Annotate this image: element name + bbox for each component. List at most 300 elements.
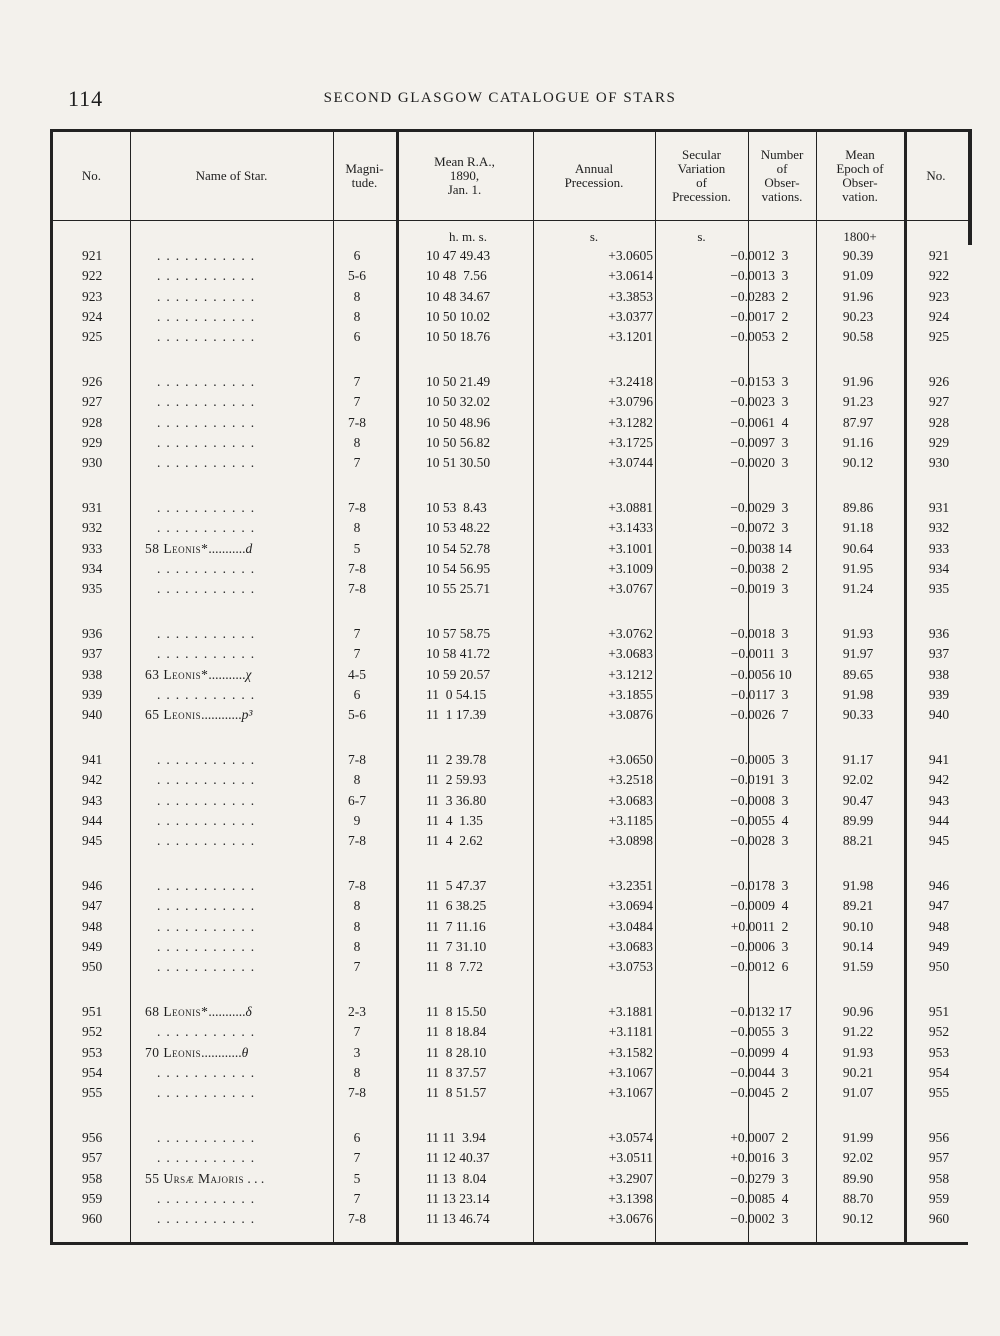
leader-dots: ........... bbox=[157, 1024, 261, 1040]
star-number: 957 bbox=[82, 1150, 103, 1166]
table-row bbox=[53, 1022, 968, 1042]
annual-precession: +3.0683 bbox=[608, 792, 653, 808]
observation-count: 3 bbox=[781, 520, 789, 536]
leader-dots: ........... bbox=[157, 288, 261, 304]
star-name bbox=[145, 579, 323, 599]
secular-variation: −0.0019 bbox=[730, 581, 775, 597]
mean-ra: 11 4 1.35 bbox=[426, 812, 483, 828]
star-name bbox=[145, 1063, 323, 1083]
leader-dots: ........... bbox=[157, 752, 261, 767]
mean-epoch: 91.93 bbox=[842, 1044, 874, 1060]
mean-ra: 10 57 58.75 bbox=[426, 626, 491, 641]
star-number-right: 930 bbox=[928, 455, 950, 471]
star-name bbox=[145, 876, 323, 896]
annual-precession: +3.0762 bbox=[608, 626, 653, 641]
leader-dots: ........... bbox=[208, 1004, 246, 1019]
mean-ra: 11 7 11.16 bbox=[426, 918, 486, 934]
table-row bbox=[53, 750, 968, 770]
mean-ra: 11 3 36.80 bbox=[426, 792, 487, 808]
star-name bbox=[145, 266, 323, 286]
mean-epoch: 90.33 bbox=[842, 707, 874, 723]
leader-dots: ........... bbox=[157, 938, 261, 954]
mean-ra: 11 13 8.04 bbox=[426, 1170, 487, 1186]
star-number-right: 937 bbox=[928, 646, 950, 662]
magnitude: 7 bbox=[353, 455, 361, 471]
star-number: 941 bbox=[82, 752, 103, 767]
star-name bbox=[145, 413, 323, 433]
observation-count: 2 bbox=[781, 1085, 789, 1101]
annual-precession: +3.1067 bbox=[608, 1085, 653, 1101]
annual-precession: +3.2351 bbox=[608, 878, 653, 893]
annual-precession: +3.2518 bbox=[608, 772, 653, 788]
mean-ra: 11 8 51.57 bbox=[426, 1085, 487, 1101]
star-number: 921 bbox=[82, 248, 103, 263]
star-number: 930 bbox=[82, 455, 103, 471]
mean-ra: 11 8 28.10 bbox=[426, 1044, 487, 1060]
secular-variation: −0.0012 bbox=[730, 248, 775, 263]
star-name bbox=[145, 896, 323, 916]
bayer-letter: d bbox=[245, 540, 253, 556]
observation-count: 3 bbox=[781, 752, 789, 767]
star-number-right: 949 bbox=[928, 938, 950, 954]
magnitude: 7-8 bbox=[348, 878, 366, 893]
star-number: 950 bbox=[82, 959, 103, 975]
mean-ra: 10 50 32.02 bbox=[426, 394, 491, 410]
header-mean-ra: Mean R.A., 1890, Jan. 1. bbox=[434, 154, 495, 197]
magnitude: 6 bbox=[353, 248, 361, 263]
star-name bbox=[145, 1002, 323, 1022]
table-row bbox=[53, 498, 968, 518]
annual-precession: +3.0744 bbox=[608, 455, 653, 471]
magnitude: 4-5 bbox=[348, 666, 366, 682]
annual-precession: +3.0614 bbox=[608, 268, 653, 284]
page-number: 114 bbox=[68, 86, 104, 111]
table-row bbox=[53, 1209, 968, 1229]
star-name bbox=[145, 246, 323, 266]
secular-variation: −0.0023 bbox=[730, 394, 775, 410]
magnitude: 7-8 bbox=[348, 560, 366, 576]
mean-epoch: 91.09 bbox=[842, 268, 874, 284]
star-number-right: 957 bbox=[928, 1150, 950, 1166]
observation-count: 3 bbox=[781, 374, 789, 389]
header-magnitude: Magni- tude. bbox=[345, 161, 384, 190]
observation-count: 3 bbox=[781, 1024, 789, 1040]
star-number: 931 bbox=[82, 500, 103, 515]
mean-epoch: 91.95 bbox=[842, 560, 874, 576]
unit-epoch: 1800+ bbox=[843, 229, 877, 244]
header-no: No. bbox=[81, 168, 102, 183]
mean-epoch: 89.21 bbox=[842, 898, 874, 914]
leader-dots: ........... bbox=[157, 1211, 261, 1227]
header-mean-epoch: Mean Epoch of Obser- vation. bbox=[836, 147, 884, 204]
mean-epoch: 91.59 bbox=[842, 959, 874, 975]
mean-ra: 10 50 10.02 bbox=[426, 308, 491, 324]
star-number: 955 bbox=[82, 1085, 103, 1101]
mean-epoch: 91.23 bbox=[842, 394, 874, 410]
leader-dots: ........... bbox=[157, 1150, 261, 1166]
observation-count: 3 bbox=[781, 268, 789, 284]
star-number: 932 bbox=[82, 520, 103, 536]
star-name bbox=[145, 644, 323, 664]
annual-precession: +3.0574 bbox=[608, 1130, 653, 1145]
mean-ra: 10 53 8.43 bbox=[426, 500, 487, 515]
annual-precession: +3.0605 bbox=[608, 248, 653, 263]
star-number: 924 bbox=[82, 308, 103, 324]
leader-dots: ........... bbox=[157, 772, 261, 788]
star-number-right: 921 bbox=[928, 248, 950, 263]
star-number: 958 bbox=[82, 1170, 103, 1186]
table-row bbox=[53, 1148, 968, 1168]
star-number: 937 bbox=[82, 646, 103, 662]
secular-variation: −0.0061 bbox=[730, 414, 775, 430]
mean-epoch: 91.18 bbox=[842, 520, 874, 536]
mean-ra: 11 2 39.78 bbox=[426, 752, 487, 767]
annual-precession: +3.0694 bbox=[608, 898, 653, 914]
star-name bbox=[145, 453, 323, 473]
star-name-text: 65 Leonis bbox=[145, 707, 202, 723]
star-name bbox=[145, 957, 323, 977]
table-row bbox=[53, 307, 968, 327]
mean-ra: 11 8 37.57 bbox=[426, 1064, 487, 1080]
secular-variation: −0.0055 bbox=[730, 812, 775, 828]
magnitude: 7-8 bbox=[348, 1211, 366, 1227]
table-row bbox=[53, 644, 968, 664]
star-number-right: 924 bbox=[928, 308, 950, 324]
observation-count: 3 bbox=[781, 646, 789, 662]
header-annual-precession: Annual Precession. bbox=[564, 161, 624, 190]
star-name bbox=[145, 539, 323, 559]
secular-variation: −0.0191 bbox=[730, 772, 775, 788]
observation-count: 3 bbox=[781, 772, 789, 788]
secular-variation: −0.0017 bbox=[730, 308, 775, 324]
leader-dots: ........... bbox=[157, 626, 261, 641]
observation-count: 3 bbox=[781, 833, 789, 849]
bayer-letter: θ bbox=[241, 1044, 249, 1060]
observation-count: 3 bbox=[781, 1064, 789, 1080]
star-number-right: 928 bbox=[928, 414, 950, 430]
star-name bbox=[145, 327, 323, 347]
magnitude: 8 bbox=[353, 938, 361, 954]
leader-dots: ........... bbox=[157, 394, 261, 410]
table-row bbox=[53, 937, 968, 957]
star-name bbox=[145, 1169, 323, 1189]
unit-secular: s. bbox=[697, 229, 706, 244]
observation-count: 3 bbox=[781, 1170, 789, 1186]
star-number-right: 956 bbox=[928, 1130, 950, 1145]
mean-epoch: 91.93 bbox=[842, 626, 874, 641]
observation-count: 3 bbox=[781, 434, 789, 450]
magnitude: 8 bbox=[353, 772, 361, 788]
mean-epoch: 92.02 bbox=[842, 772, 874, 788]
star-number-right: 947 bbox=[928, 898, 950, 914]
mean-epoch: 90.58 bbox=[842, 329, 874, 345]
annual-precession: +3.2418 bbox=[608, 374, 653, 389]
observation-count: 6 bbox=[781, 959, 789, 975]
observation-count: 3 bbox=[781, 1150, 789, 1166]
magnitude: 6-7 bbox=[348, 792, 366, 808]
mean-ra: 10 50 56.82 bbox=[426, 434, 491, 450]
leader-dots: ............ bbox=[201, 1044, 242, 1060]
secular-variation: +0.0016 bbox=[730, 1150, 775, 1166]
star-number-right: 929 bbox=[928, 434, 950, 450]
magnitude: 8 bbox=[353, 434, 361, 450]
star-number-right: 944 bbox=[928, 812, 950, 828]
mean-epoch: 91.97 bbox=[842, 646, 874, 662]
star-number: 923 bbox=[82, 288, 103, 304]
table-row bbox=[53, 770, 968, 790]
table-row bbox=[53, 791, 968, 811]
secular-variation: −0.0178 bbox=[730, 878, 775, 893]
mean-ra: 11 13 46.74 bbox=[426, 1211, 490, 1227]
mean-epoch: 90.47 bbox=[842, 792, 874, 808]
table-row bbox=[53, 559, 968, 579]
secular-variation: +0.0011 bbox=[730, 918, 775, 934]
star-number-right: 960 bbox=[928, 1211, 950, 1227]
annual-precession: +3.1398 bbox=[608, 1190, 653, 1206]
leader-dots: ........... bbox=[157, 812, 261, 828]
star-number: 947 bbox=[82, 898, 103, 914]
star-number-right: 954 bbox=[928, 1064, 950, 1080]
star-number: 953 bbox=[82, 1044, 103, 1060]
leader-dots: ........... bbox=[157, 268, 261, 284]
secular-variation: −0.0045 bbox=[730, 1085, 775, 1101]
star-number-right: 938 bbox=[928, 666, 950, 682]
star-number: 943 bbox=[82, 792, 103, 808]
leader-dots: ........... bbox=[157, 374, 261, 389]
bayer-letter: δ bbox=[245, 1004, 252, 1019]
star-number-right: 935 bbox=[928, 581, 950, 597]
leader-dots: . . . bbox=[244, 1170, 265, 1186]
secular-variation: −0.0029 bbox=[730, 500, 775, 515]
magnitude: 7-8 bbox=[348, 414, 366, 430]
leader-dots: ........... bbox=[157, 686, 261, 702]
table-row bbox=[53, 665, 968, 685]
magnitude: 7-8 bbox=[348, 500, 366, 515]
annual-precession: +3.1855 bbox=[608, 686, 653, 702]
table-row bbox=[53, 831, 968, 851]
magnitude: 5 bbox=[353, 540, 361, 556]
table-row bbox=[53, 327, 968, 347]
mean-ra: 11 1 17.39 bbox=[426, 707, 487, 723]
annual-precession: +3.1282 bbox=[608, 414, 653, 430]
observation-count: 2 bbox=[781, 1130, 789, 1145]
magnitude: 7 bbox=[353, 626, 361, 641]
secular-variation: −0.0020 bbox=[730, 455, 775, 471]
mean-ra: 10 50 21.49 bbox=[426, 374, 491, 389]
header-rule bbox=[53, 220, 968, 221]
mean-epoch: 91.24 bbox=[842, 581, 874, 597]
star-number-right: 927 bbox=[928, 394, 950, 410]
star-number-right: 959 bbox=[928, 1190, 950, 1206]
unit-ra: h. m. s. bbox=[449, 229, 487, 244]
table-row bbox=[53, 518, 968, 538]
annual-precession: +3.0876 bbox=[608, 707, 653, 723]
mean-epoch: 87.97 bbox=[842, 414, 874, 430]
annual-precession: +3.0676 bbox=[608, 1211, 653, 1227]
magnitude: 5 bbox=[353, 1170, 361, 1186]
secular-variation: +0.0007 bbox=[730, 1130, 775, 1145]
secular-variation: −0.0012 bbox=[730, 959, 775, 975]
annual-precession: +3.0767 bbox=[608, 581, 653, 597]
star-name-text: 70 Leonis bbox=[145, 1044, 202, 1060]
mean-ra: 11 7 31.10 bbox=[426, 938, 487, 954]
mean-ra: 11 12 40.37 bbox=[426, 1150, 490, 1166]
mean-epoch: 90.12 bbox=[842, 1211, 874, 1227]
table-row bbox=[53, 811, 968, 831]
star-number: 934 bbox=[82, 560, 103, 576]
star-number: 959 bbox=[82, 1190, 103, 1206]
magnitude: 8 bbox=[353, 1064, 361, 1080]
mean-ra: 11 8 7.72 bbox=[426, 959, 483, 975]
table-row bbox=[53, 246, 968, 266]
observation-count: 7 bbox=[781, 707, 789, 723]
mean-ra: 10 48 34.67 bbox=[426, 288, 491, 304]
star-number: 954 bbox=[82, 1064, 103, 1080]
star-number-right: 940 bbox=[928, 707, 950, 723]
annual-precession: +3.1725 bbox=[608, 434, 653, 450]
table-row bbox=[53, 957, 968, 977]
table-row bbox=[53, 1002, 968, 1022]
table-row bbox=[53, 539, 968, 559]
star-name bbox=[145, 287, 323, 307]
star-name bbox=[145, 937, 323, 957]
mean-ra: 10 54 52.78 bbox=[426, 540, 491, 556]
table-row bbox=[53, 624, 968, 644]
mean-ra: 11 11 3.94 bbox=[426, 1130, 486, 1145]
observation-count: 3 bbox=[781, 248, 789, 263]
star-number-right: 922 bbox=[928, 268, 950, 284]
star-number: 940 bbox=[82, 707, 103, 723]
leader-dots: ............ bbox=[201, 707, 242, 723]
secular-variation: −0.0279 bbox=[730, 1170, 775, 1186]
secular-variation: −0.0099 bbox=[730, 1044, 775, 1060]
annual-precession: +3.1881 bbox=[608, 1004, 653, 1019]
leader-dots: ........... bbox=[157, 1190, 261, 1206]
observation-count: 3 bbox=[781, 1211, 789, 1227]
mean-epoch: 91.16 bbox=[842, 434, 874, 450]
star-name-text: 68 Leonis* bbox=[145, 1004, 209, 1019]
star-number-right: 943 bbox=[928, 792, 950, 808]
observation-count: 4 bbox=[781, 1190, 789, 1206]
leader-dots: ........... bbox=[157, 878, 261, 893]
observation-count: 3 bbox=[781, 938, 789, 954]
mean-ra: 11 2 59.93 bbox=[426, 772, 487, 788]
secular-variation: −0.0005 bbox=[730, 752, 775, 767]
magnitude: 8 bbox=[353, 520, 361, 536]
secular-variation: −0.0038 bbox=[730, 540, 775, 556]
mean-epoch: 90.21 bbox=[842, 1064, 874, 1080]
leader-dots: ........... bbox=[157, 1130, 261, 1145]
magnitude: 9 bbox=[353, 812, 361, 828]
star-number-right: 958 bbox=[928, 1170, 950, 1186]
star-number-right: 950 bbox=[928, 959, 950, 975]
table-row bbox=[53, 266, 968, 286]
star-number-right: 939 bbox=[928, 686, 950, 702]
star-number: 951 bbox=[82, 1004, 103, 1019]
observation-count: 3 bbox=[781, 394, 789, 410]
header-no-right: No. bbox=[926, 168, 946, 183]
annual-precession: +3.0753 bbox=[608, 959, 653, 975]
star-number-right: 936 bbox=[928, 626, 950, 641]
mean-epoch: 91.07 bbox=[842, 1085, 874, 1101]
magnitude: 7 bbox=[353, 1150, 361, 1166]
star-name bbox=[145, 791, 323, 811]
observation-count: 3 bbox=[781, 878, 789, 893]
secular-variation: −0.0055 bbox=[730, 1024, 775, 1040]
star-number-right: 934 bbox=[928, 560, 950, 576]
table-row bbox=[53, 876, 968, 896]
mean-ra: 11 4 2.62 bbox=[426, 833, 483, 849]
magnitude: 7 bbox=[353, 1024, 361, 1040]
mean-ra: 10 51 30.50 bbox=[426, 455, 491, 471]
secular-variation: −0.0132 bbox=[730, 1004, 775, 1019]
magnitude: 8 bbox=[353, 898, 361, 914]
star-number-right: 953 bbox=[928, 1044, 950, 1060]
mean-ra: 10 50 48.96 bbox=[426, 414, 491, 430]
leader-dots: ........... bbox=[208, 666, 246, 682]
observation-count: 17 bbox=[778, 1004, 792, 1019]
mean-epoch: 92.02 bbox=[842, 1150, 874, 1166]
magnitude: 7-8 bbox=[348, 833, 366, 849]
magnitude: 7-8 bbox=[348, 752, 366, 767]
magnitude: 8 bbox=[353, 288, 361, 304]
star-name bbox=[145, 811, 323, 831]
leader-dots: ........... bbox=[157, 1064, 261, 1080]
table-row bbox=[53, 1189, 968, 1209]
star-number-right: 955 bbox=[928, 1085, 950, 1101]
magnitude: 7 bbox=[353, 959, 361, 975]
star-name bbox=[145, 770, 323, 790]
star-name bbox=[145, 750, 323, 770]
star-name bbox=[145, 518, 323, 538]
table-row bbox=[53, 392, 968, 412]
star-name bbox=[145, 433, 323, 453]
leader-dots: ........... bbox=[208, 540, 246, 556]
mean-ra: 10 47 49.43 bbox=[426, 248, 491, 263]
mean-epoch: 91.98 bbox=[842, 686, 874, 702]
mean-epoch: 89.65 bbox=[842, 666, 874, 682]
star-number: 929 bbox=[82, 434, 103, 450]
leader-dots: ........... bbox=[157, 792, 261, 808]
star-number: 935 bbox=[82, 581, 103, 597]
star-name bbox=[145, 392, 323, 412]
mean-ra: 11 8 18.84 bbox=[426, 1024, 487, 1040]
table-row bbox=[53, 705, 968, 725]
star-number-right: 925 bbox=[928, 329, 950, 345]
secular-variation: −0.0013 bbox=[730, 268, 775, 284]
secular-variation: −0.0028 bbox=[730, 833, 775, 849]
star-name bbox=[145, 372, 323, 392]
mean-epoch: 90.39 bbox=[842, 248, 874, 263]
secular-variation: −0.0097 bbox=[730, 434, 775, 450]
star-name bbox=[145, 1189, 323, 1209]
star-number: 938 bbox=[82, 666, 103, 682]
table-row bbox=[53, 433, 968, 453]
leader-dots: ........... bbox=[157, 581, 261, 597]
secular-variation: −0.0117 bbox=[730, 686, 775, 702]
observation-count: 3 bbox=[781, 581, 789, 597]
star-name bbox=[145, 665, 323, 685]
mean-epoch: 91.99 bbox=[842, 1130, 874, 1145]
secular-variation: −0.0009 bbox=[730, 898, 775, 914]
observation-count: 2 bbox=[781, 308, 789, 324]
mean-epoch: 90.64 bbox=[842, 540, 874, 556]
magnitude: 7 bbox=[353, 394, 361, 410]
magnitude: 8 bbox=[353, 918, 361, 934]
mean-ra: 11 6 38.25 bbox=[426, 898, 487, 914]
table-row bbox=[53, 579, 968, 599]
magnitude: 6 bbox=[353, 1130, 361, 1145]
